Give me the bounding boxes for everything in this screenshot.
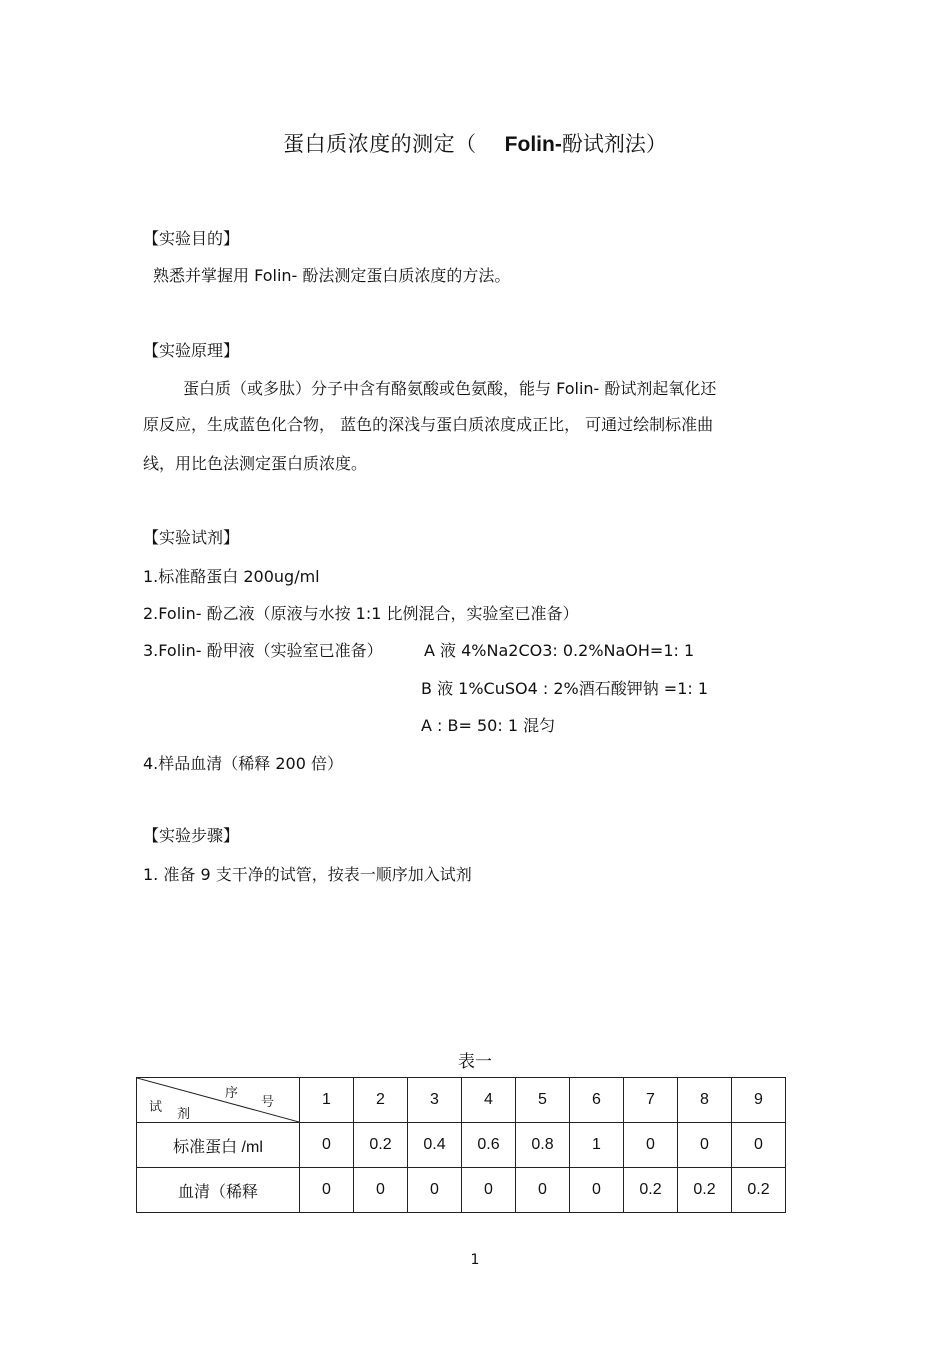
table-cell: 0.2: [354, 1123, 408, 1168]
table-cell: 0.4: [408, 1123, 462, 1168]
table-cell: 0.2: [624, 1168, 678, 1213]
diagonal-header-cell: [137, 1078, 300, 1123]
page-number: 1: [470, 1252, 480, 1268]
column-header: 4: [462, 1078, 516, 1123]
principle-line-3: 线，用比色法测定蛋白质浓度。: [143, 454, 368, 473]
table-header-row: [137, 1078, 786, 1123]
column-header: 3: [408, 1078, 462, 1123]
corner-label-bottom: 试: [149, 1099, 163, 1114]
column-header: 5: [516, 1078, 570, 1123]
table-row: [137, 1168, 786, 1213]
table-cell: 0: [300, 1123, 354, 1168]
reagent-item-1: 1.标准酪蛋白 200ug/ml: [143, 567, 320, 586]
table-cell: 0: [732, 1123, 786, 1168]
reagent-item-3c: A : B= 50: 1 混匀: [421, 716, 556, 735]
table-cell: 0: [300, 1168, 354, 1213]
corner-label-bottom-2: 剂: [177, 1106, 191, 1121]
corner-label-top-2: 号: [261, 1094, 275, 1109]
table-cell: 0: [408, 1168, 462, 1213]
column-header: 7: [624, 1078, 678, 1123]
reagent-item-2: 2.Folin- 酚乙液（原液与水按 1:1 比例混合，实验室已准备）: [143, 604, 579, 623]
column-header: 6: [570, 1078, 624, 1123]
reagent-table: [136, 1077, 786, 1213]
table-cell: 0.8: [516, 1123, 570, 1168]
table-caption: 表一: [458, 1052, 492, 1072]
principle-heading: 【实验原理】: [143, 341, 240, 360]
table-cell: 0: [678, 1123, 732, 1168]
table-cell: 0: [354, 1168, 408, 1213]
column-header: 9: [732, 1078, 786, 1123]
table-row: [137, 1123, 786, 1168]
steps-heading: 【实验步骤】: [143, 826, 240, 845]
principle-line-2: 原反应，生成蓝色化合物， 蓝色的深浅与蛋白质浓度成正比， 可通过绘制标准曲: [143, 415, 714, 434]
table-cell: 0.2: [678, 1168, 732, 1213]
table-cell: 0: [516, 1168, 570, 1213]
reagent-item-3b: B 液 1%CuSO4 : 2%酒石酸钾钠 =1: 1: [421, 679, 709, 698]
column-header: 8: [678, 1078, 732, 1123]
table-cell: 0.6: [462, 1123, 516, 1168]
column-header: 2: [354, 1078, 408, 1123]
reagents-heading: 【实验试剂】: [143, 528, 240, 547]
purpose-text: 熟悉并掌握用 Folin- 酚法测定蛋白质浓度的方法。: [153, 266, 511, 285]
table-cell: 0: [570, 1168, 624, 1213]
table-cell: 0: [462, 1168, 516, 1213]
page-title: 蛋白质浓度的测定（ Folin-酚试剂法）: [283, 132, 667, 156]
column-header: 1: [300, 1078, 354, 1123]
step-1: 1. 准备 9 支干净的试管，按表一顺序加入试剂: [143, 865, 472, 884]
reagent-item-3: 3.Folin- 酚甲液（实验室已准备）: [143, 641, 383, 660]
table-cell: 1: [570, 1123, 624, 1168]
purpose-heading: 【实验目的】: [143, 229, 240, 248]
principle-line-1: 蛋白质（或多肽）分子中含有酪氨酸或色氨酸，能与 Folin- 酚试剂起氧化还: [183, 379, 717, 398]
row-label: 标准蛋白 /ml: [137, 1123, 300, 1168]
reagent-item-3a: A 液 4%Na2CO3: 0.2%NaOH=1: 1: [424, 641, 695, 660]
row-label: 血清（稀释: [137, 1168, 300, 1213]
reagent-item-4: 4.样品血清（稀释 200 倍）: [143, 754, 343, 773]
table-cell: 0.2: [732, 1168, 786, 1213]
corner-label-top: 序: [225, 1085, 239, 1100]
table-cell: 0: [624, 1123, 678, 1168]
